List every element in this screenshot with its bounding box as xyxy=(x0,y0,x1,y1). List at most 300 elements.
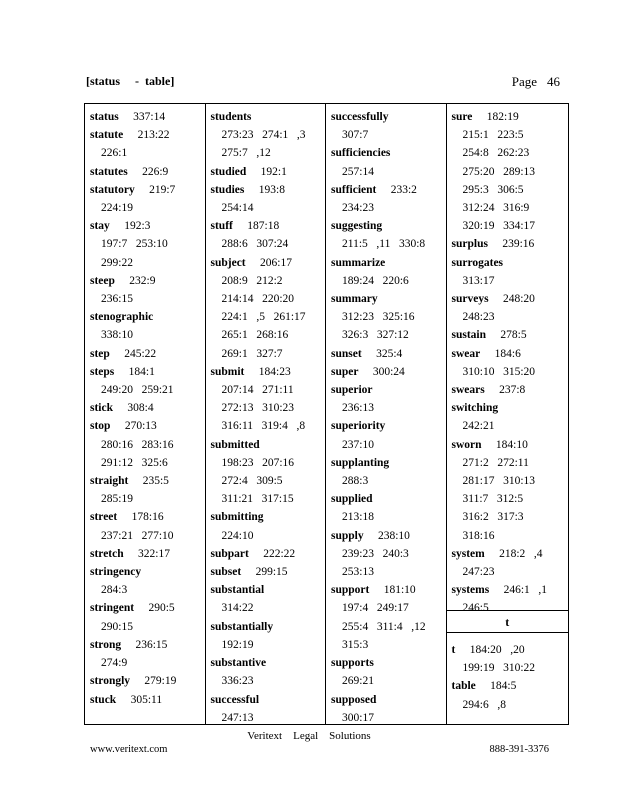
index-entry-line xyxy=(90,490,205,508)
index-page-refs: 311:21 317:15 xyxy=(221,493,294,506)
index-entry-line xyxy=(211,654,326,672)
index-entry-line xyxy=(331,144,446,162)
index-term: successfully xyxy=(331,111,389,123)
index-page-refs: 311:7 312:5 xyxy=(462,493,524,506)
index-page-refs: 275:7 ,12 xyxy=(221,147,271,160)
index-entry-line xyxy=(211,709,326,724)
index-entry-line xyxy=(452,641,568,659)
index-page-refs: 214:14 220:20 xyxy=(221,293,295,306)
index-entry-line xyxy=(211,399,326,417)
index-entry-line xyxy=(452,326,568,344)
index-entry-line xyxy=(211,381,326,399)
index-entry xyxy=(452,545,568,581)
index-entry xyxy=(211,181,326,217)
index-entry-line xyxy=(211,272,326,290)
index-entry-line xyxy=(331,654,446,672)
index-page-refs: 178:16 xyxy=(131,511,164,524)
index-page-refs: 313:17 xyxy=(462,274,495,287)
index-entry-line xyxy=(331,472,446,490)
index-page-refs: 255:4 311:4 ,12 xyxy=(342,620,426,633)
index-entry xyxy=(211,691,326,725)
index-page-refs: 222:22 xyxy=(263,547,296,560)
index-page-refs: 199:19 310:22 xyxy=(462,662,536,675)
index-entry-line xyxy=(331,417,446,435)
index-term: stay xyxy=(90,220,110,233)
index-entry-line xyxy=(211,417,326,435)
index-page-refs: 307:7 xyxy=(342,129,369,142)
index-page-refs: 338:10 xyxy=(101,329,133,342)
index-page-refs: 184:6 xyxy=(494,347,521,360)
index-page-refs: 184:1 xyxy=(128,365,155,378)
index-page-refs: 336:23 xyxy=(221,675,254,688)
index-page-refs: 322:17 xyxy=(138,547,170,560)
index-entry-line xyxy=(331,563,446,581)
index-page-refs: 237:10 xyxy=(342,438,374,451)
index-page-refs: 192:3 xyxy=(124,220,151,233)
index-entry xyxy=(452,381,568,399)
index-entry xyxy=(90,636,205,672)
index-page-refs: 308:4 xyxy=(127,402,154,415)
index-page-refs: 254:8 262:23 xyxy=(462,147,530,160)
index-page-refs: 284:3 xyxy=(101,584,128,597)
index-entry xyxy=(452,290,568,326)
index-entry-line xyxy=(452,417,568,435)
index-page-refs: 337:14 xyxy=(133,111,166,123)
index-entry-line xyxy=(211,163,326,181)
index-entry-line xyxy=(452,581,568,599)
index-entry-line xyxy=(331,235,446,253)
index-entry xyxy=(211,254,326,363)
index-entry-line xyxy=(211,618,326,636)
index-entry-line xyxy=(331,381,446,399)
index-entry xyxy=(90,563,205,599)
index-term: stringency xyxy=(90,566,142,579)
index-page-refs: 207:14 271:11 xyxy=(221,384,294,397)
index-page-refs: 192:19 xyxy=(221,638,254,651)
index-entry-line xyxy=(211,254,326,272)
index-term: t xyxy=(451,644,456,656)
index-entry-line xyxy=(90,527,205,545)
footer-website[interactable]: www.veritext.com xyxy=(90,744,168,755)
index-page-refs: 218:2 ,4 xyxy=(499,547,543,560)
index-page-refs: 184:5 xyxy=(490,680,517,693)
index-page-refs: 300:17 xyxy=(342,711,374,724)
index-entry-line xyxy=(452,563,568,581)
index-page-refs: 318:16 xyxy=(462,529,495,542)
index-entry-line xyxy=(452,399,568,417)
index-page-refs: 315:3 xyxy=(342,638,369,651)
index-entry-line xyxy=(331,599,446,617)
index-term: switching xyxy=(451,402,499,415)
index-term: superior xyxy=(331,384,373,397)
index-term: stringent xyxy=(90,602,135,615)
index-entry-line xyxy=(90,654,205,672)
index-entry xyxy=(90,163,205,181)
index-entry xyxy=(90,691,205,709)
index-entry-line xyxy=(452,527,568,545)
index-entry-line xyxy=(90,235,205,253)
index-entry xyxy=(90,272,205,308)
index-page-refs: 239:23 240:3 xyxy=(342,547,409,560)
index-term: supposed xyxy=(331,693,377,706)
index-entry xyxy=(331,345,446,363)
index-entry-line xyxy=(452,381,568,399)
index-page-refs: 316:11 319:4 ,8 xyxy=(221,420,306,433)
index-entry-line xyxy=(211,181,326,199)
index-term: stretch xyxy=(90,547,124,560)
index-page-refs: 248:20 xyxy=(502,293,535,306)
index-page-refs: 232:9 xyxy=(129,274,156,287)
index-entry xyxy=(211,163,326,181)
index-entry-line xyxy=(90,163,205,181)
index-entry-line xyxy=(331,345,446,363)
index-entry-line xyxy=(452,235,568,253)
index-term: sufficient xyxy=(331,183,377,196)
index-term: swear xyxy=(451,347,481,360)
index-page-refs: 236:15 xyxy=(135,638,168,651)
index-entry xyxy=(331,417,446,453)
index-entry-line xyxy=(331,108,446,126)
index-page-refs: 213:18 xyxy=(342,511,374,524)
index-page-refs: 290:5 xyxy=(148,602,175,615)
index-entry xyxy=(331,254,446,290)
index-page-refs: 257:14 xyxy=(342,165,374,178)
index-page-refs: 270:13 xyxy=(124,420,157,433)
letter-section-header: t xyxy=(447,611,568,633)
index-column-1 xyxy=(85,104,206,724)
index-page-refs: 206:17 xyxy=(260,256,292,269)
index-term: stick xyxy=(90,402,113,415)
index-page-refs: 184:10 xyxy=(495,438,528,451)
index-page-refs: 189:24 220:6 xyxy=(342,274,409,287)
index-entry xyxy=(331,108,446,144)
index-column-4 xyxy=(447,104,568,724)
index-page-refs: 193:8 xyxy=(258,183,285,196)
index-term: stenographic xyxy=(90,311,154,324)
index-page-refs: 187:18 xyxy=(247,220,280,233)
index-term: studies xyxy=(210,183,245,196)
index-entry-line xyxy=(331,636,446,654)
index-entry-line xyxy=(90,508,205,526)
index-entry-line xyxy=(452,696,568,714)
index-entry-line xyxy=(211,454,326,472)
index-page-refs: 238:10 xyxy=(377,529,410,542)
index-page-refs: 213:22 xyxy=(137,129,170,142)
index-page-refs: 248:23 xyxy=(462,311,495,324)
index-entry-line xyxy=(331,217,446,235)
index-page-refs: 299:22 xyxy=(101,256,133,269)
index-term: statute xyxy=(90,129,124,142)
index-term: superiority xyxy=(331,420,386,433)
index-entry-line xyxy=(90,199,205,217)
index-entry xyxy=(90,672,205,690)
index-entry-line xyxy=(90,381,205,399)
index-entry xyxy=(90,417,205,472)
index-page-refs: 235:5 xyxy=(142,475,169,488)
index-entry-line xyxy=(331,545,446,563)
index-entry-line xyxy=(90,636,205,654)
index-entry xyxy=(211,108,326,163)
index-entry xyxy=(211,363,326,436)
index-entry-line xyxy=(211,345,326,363)
index-entry xyxy=(90,363,205,399)
index-page-refs: 310:10 315:20 xyxy=(462,365,536,378)
index-term: subset xyxy=(210,566,242,579)
index-column-2 xyxy=(206,104,327,724)
index-entry-line xyxy=(331,126,446,144)
index-page-refs: 245:22 xyxy=(124,347,157,360)
index-entry xyxy=(452,436,568,545)
index-entry-line xyxy=(452,508,568,526)
index-page-refs: 184:23 xyxy=(258,365,291,378)
index-page-refs: 226:1 xyxy=(101,147,128,160)
index-term: submitting xyxy=(210,511,264,524)
index-term: submit xyxy=(210,365,245,378)
index-entry-line xyxy=(452,290,568,308)
index-entry-line xyxy=(452,108,568,126)
index-entry-line xyxy=(90,363,205,381)
index-entry-line xyxy=(211,363,326,381)
index-entry xyxy=(90,308,205,344)
index-page-refs: 236:13 xyxy=(342,402,374,415)
index-page-refs: 211:5 ,11 330:8 xyxy=(342,238,426,251)
index-term: table xyxy=(451,680,476,693)
letter-t-entries xyxy=(447,633,568,714)
index-entry-line xyxy=(90,290,205,308)
index-entry xyxy=(331,144,446,180)
index-page-refs: 236:15 xyxy=(101,293,133,306)
index-term: sure xyxy=(451,111,473,123)
index-entry-line xyxy=(211,563,326,581)
index-term: substantially xyxy=(210,620,274,633)
index-entry-line xyxy=(90,417,205,435)
index-entry-line xyxy=(452,126,568,144)
index-entry-line xyxy=(90,618,205,636)
index-term: studied xyxy=(210,165,247,178)
index-page-refs: 224:19 xyxy=(101,202,133,215)
index-entry xyxy=(331,490,446,526)
page-number: 46 xyxy=(547,74,560,89)
index-page-refs: 269:1 327:7 xyxy=(221,347,283,360)
index-entry xyxy=(211,581,326,617)
index-page-refs: 226:9 xyxy=(142,165,169,178)
index-page-refs: 233:2 xyxy=(390,183,417,196)
index-entry-line xyxy=(211,672,326,690)
index-page-refs: 247:23 xyxy=(462,566,495,579)
index-entry-line xyxy=(90,581,205,599)
index-column-4-entries xyxy=(447,104,568,615)
index-entry-line xyxy=(211,108,326,126)
index-page-refs: 181:10 xyxy=(383,584,416,597)
index-entry-line xyxy=(452,308,568,326)
index-term: steps xyxy=(90,365,115,378)
index-entry-line xyxy=(452,659,568,677)
index-page-refs: 295:3 306:5 xyxy=(462,183,524,196)
index-entry xyxy=(331,654,446,690)
index-entry xyxy=(211,217,326,253)
index-term: statutes xyxy=(90,165,128,178)
index-term: submitted xyxy=(210,438,260,451)
index-entry xyxy=(331,454,446,490)
index-entry-line xyxy=(90,691,205,709)
index-entry-line xyxy=(331,454,446,472)
index-term: surrogates xyxy=(451,256,504,269)
index-page-refs: 272:4 309:5 xyxy=(221,475,283,488)
index-entry-line xyxy=(331,709,446,724)
index-entry-line xyxy=(90,108,205,126)
index-entry-line xyxy=(90,126,205,144)
index-term: strong xyxy=(90,638,122,651)
index-page-refs: 281:17 310:13 xyxy=(462,475,536,488)
index-entry-line xyxy=(331,618,446,636)
index-page-refs: 249:20 259:21 xyxy=(101,384,174,397)
index-page-refs: 208:9 212:2 xyxy=(221,274,283,287)
index-page-refs: 288:6 307:24 xyxy=(221,238,289,251)
index-page-refs: 274:9 xyxy=(101,657,128,670)
index-term: students xyxy=(210,111,252,123)
index-entry-line xyxy=(452,163,568,181)
index-term: supplied xyxy=(331,493,373,506)
index-page-refs: 215:1 223:5 xyxy=(462,129,524,142)
index-entry-line xyxy=(211,472,326,490)
index-entry-line xyxy=(211,326,326,344)
index-entry xyxy=(90,181,205,217)
index-term: super xyxy=(331,365,359,378)
index-term: suggesting xyxy=(331,220,383,233)
index-term: subpart xyxy=(210,547,249,560)
index-entry-line xyxy=(90,144,205,162)
index-page-refs: 197:7 253:10 xyxy=(101,238,168,251)
index-entry-line xyxy=(211,235,326,253)
index-entry-line xyxy=(331,163,446,181)
index-entry-line xyxy=(331,672,446,690)
index-entry-line xyxy=(211,691,326,709)
index-page-refs: 299:15 xyxy=(255,566,288,579)
index-page-refs: 280:16 283:16 xyxy=(101,438,174,451)
index-entry-line xyxy=(90,599,205,617)
index-entry-line xyxy=(211,144,326,162)
index-term: support xyxy=(331,584,370,597)
index-entry-line xyxy=(90,672,205,690)
index-entry-line xyxy=(211,436,326,454)
page-number-header xyxy=(512,74,560,90)
index-term: subject xyxy=(210,256,246,269)
index-entry-line xyxy=(211,217,326,235)
index-term: supplanting xyxy=(331,456,390,469)
index-entry xyxy=(90,599,205,635)
index-page-refs: 184:20 ,20 xyxy=(469,644,525,656)
index-page-refs: 237:8 xyxy=(499,384,526,397)
index-entry-line xyxy=(211,599,326,617)
index-entry-line xyxy=(211,508,326,526)
index-term: sworn xyxy=(451,438,482,451)
index-page-refs: 300:24 xyxy=(372,365,405,378)
index-page-refs: 320:19 334:17 xyxy=(462,220,536,233)
index-page-refs: 294:6 ,8 xyxy=(462,698,506,711)
index-term: street xyxy=(90,511,118,524)
index-page-refs: 305:11 xyxy=(130,693,163,706)
index-term: sustain xyxy=(451,329,487,342)
index-page-refs: 237:21 277:10 xyxy=(101,529,174,542)
index-page-refs: 272:13 310:23 xyxy=(221,402,295,415)
index-page-refs: 192:1 xyxy=(260,165,287,178)
index-page-refs: 316:2 317:3 xyxy=(462,511,524,524)
index-entry-line xyxy=(452,545,568,563)
index-page-refs: 254:14 xyxy=(221,202,254,215)
index-entry-line xyxy=(211,290,326,308)
index-entry-line xyxy=(211,490,326,508)
index-page-refs: 253:13 xyxy=(342,566,374,579)
index-entry xyxy=(331,381,446,417)
index-entry-line xyxy=(331,490,446,508)
index-entry-line xyxy=(211,636,326,654)
index-entry-line xyxy=(90,308,205,326)
index-page-refs: 247:13 xyxy=(221,711,254,724)
index-entry xyxy=(90,108,205,126)
index-term: step xyxy=(90,347,110,360)
index-page-refs: 224:10 xyxy=(221,529,254,542)
index-entry-line xyxy=(331,363,446,381)
index-page-refs: 278:5 xyxy=(500,329,527,342)
index-page-refs: 182:19 xyxy=(486,111,519,123)
index-entry xyxy=(331,363,446,381)
index-entry-line xyxy=(211,308,326,326)
index-entry-line xyxy=(452,272,568,290)
index-entry-line xyxy=(90,326,205,344)
index-entry xyxy=(90,545,205,563)
index-entry-line xyxy=(90,272,205,290)
index-column-3 xyxy=(326,104,447,724)
footer-phone: 888-391-3376 xyxy=(489,744,549,755)
index-entry-line xyxy=(452,254,568,272)
index-term: systems xyxy=(451,584,490,597)
index-entry-line xyxy=(90,254,205,272)
index-entry xyxy=(90,399,205,417)
index-page-refs: 314:22 xyxy=(221,602,254,615)
index-term: successful xyxy=(210,693,260,706)
index-entry xyxy=(331,527,446,582)
index-entry-line xyxy=(211,527,326,545)
index-entry-line xyxy=(452,677,568,695)
index-page-refs: 273:23 274:1 ,3 xyxy=(221,129,306,142)
index-page-refs: 265:1 268:16 xyxy=(221,329,289,342)
index-entry-line xyxy=(452,454,568,472)
index-page-refs: 279:19 xyxy=(144,675,177,688)
index-entry-line xyxy=(452,181,568,199)
index-page-refs: 239:16 xyxy=(502,238,535,251)
index-entry xyxy=(211,563,326,581)
index-entry xyxy=(90,472,205,508)
index-entry-line xyxy=(90,217,205,235)
index-entry xyxy=(331,181,446,217)
index-term: statutory xyxy=(90,183,135,196)
index-entry-line xyxy=(331,308,446,326)
index-entry-line xyxy=(211,199,326,217)
index-entry xyxy=(452,345,568,381)
index-page-refs: 312:24 316:9 xyxy=(462,202,530,215)
index-entry-line xyxy=(331,399,446,417)
index-page-refs: 326:3 327:12 xyxy=(342,329,409,342)
index-entry xyxy=(211,654,326,690)
index-page-refs: 288:3 xyxy=(342,475,369,488)
index-entry-line xyxy=(452,217,568,235)
index-page-refs: 197:4 249:17 xyxy=(342,602,409,615)
index-term: status xyxy=(90,111,119,123)
index-entry-line xyxy=(452,472,568,490)
index-entry xyxy=(452,677,568,713)
index-term: strongly xyxy=(90,675,131,688)
index-term: stuff xyxy=(210,220,233,233)
